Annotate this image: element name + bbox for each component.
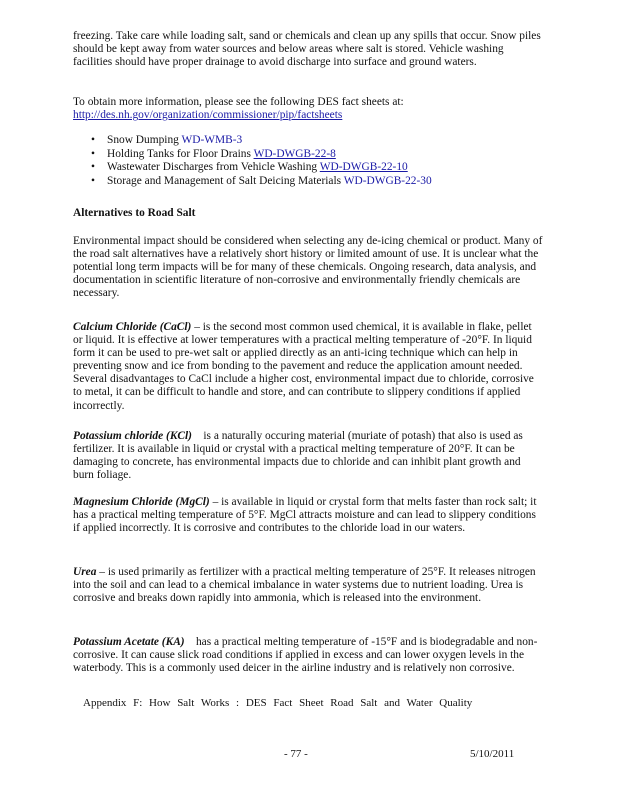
factsheet-title: Storage and Management of Salt Deicing Materials (107, 174, 342, 187)
chemical-description: has a practical melting temperature of -15°F and is biodegradable and non-corrosive. It can cause slick road conditions if applied in excess and can lower oxygen levels in the waterbody. This is a commonly used deicer in the airline industry and is relatively non corrosive. (73, 636, 538, 675)
section-intro-text: Environmental impact should be considered when selecting any de-icing chemical or product. Many of the road salt alternatives have a relatively short history or limited amount of use. It is unclear what the potential long term impacts will be for many of these chemicals. Ongoing research, data analysis, and documentation in scientific literature of non-corrosive and environmentally friendly chemicals are necessary. (73, 235, 543, 300)
chemical-description: – is the second most common used chemical, it is available in flake, pellet or liquid. It is effective at lower temperatures with a practical melting temperature of -20°F. In liquid form it can be used to pre-wet salt or applied directly as an anti-icing technique which can help in preventing snow and ice from bonding to the pavement and reduce the application amount needed. Several disadvantages to CaCl include a higher cost, environmental impact due to chloride, corrosive to metal, it can be difficult to handle and store, and can contribute to slippery conditions if applied incorrectly. (73, 321, 534, 412)
factsheet-code[interactable]: WD-DWGB-22-30 (343, 174, 432, 187)
factsheets-link[interactable]: http://des.nh.gov/organization/commissioner/pip/factsheets (73, 109, 343, 122)
factsheet-title: Holding Tanks for Floor Drains (107, 147, 251, 160)
factsheet-title: Wastewater Discharges from Vehicle Washing (107, 161, 318, 174)
intro-paragraph (73, 30, 543, 69)
chemical-urea (73, 566, 543, 605)
chemical-name: Urea (73, 566, 97, 578)
page-number: - 77 - (284, 748, 308, 760)
chemical-name: Calcium Chloride (CaCl) (73, 321, 192, 333)
chemical-calcium-chloride (73, 321, 543, 413)
chemical-description: – is used primarily as fertilizer with a practical melting temperature of 25°F. It releases nitrogen into the soil and can lead to a chemical imbalance in water systems due to nutrient loading. Urea is corrosive and breaks down rapidly into ammonia, which is released into the environment. (73, 566, 536, 605)
chemical-name: Magnesium Chloride (MgCl) (73, 496, 210, 508)
section-heading: Alternatives to Road Salt (73, 207, 196, 219)
chemical-potassium-acetate (73, 636, 543, 675)
chemical-name: Potassium chloride (KCl) (73, 430, 192, 442)
factsheet-item (91, 134, 551, 148)
chemical-magnesium-chloride (73, 496, 543, 535)
chemical-description: – is available in liquid or crystal form that melts faster than rock salt; it has a practical melting temperature of 5°F. MgCl attracts moisture and can lead to slippery conditions if applied incorrectly. It is corrosive and contributes to the chloride load in our waters. (73, 496, 537, 535)
chemical-description: is a naturally occuring material (muriate of potash) that also is used as fertilizer. It is available in liquid or crystal with a practical melting temperature of 20°F. It can be damaging to concrete, has environmental impacts due to chloride and can inhibit plant growth and burn foliage. (73, 430, 526, 482)
factsheet-list (91, 134, 551, 188)
factsheet-item (91, 148, 551, 162)
factsheet-item (91, 161, 551, 175)
section-intro (73, 235, 543, 300)
chemical-potassium-chloride (73, 430, 543, 482)
appendix-footer: Appendix F: How Salt Works : DES Fact Sheet Road Salt and Water Quality (83, 697, 473, 709)
factsheet-link[interactable]: WD-DWGB-22-10 (319, 161, 408, 174)
chemical-name: Potassium Acetate (KA) (73, 636, 185, 648)
factsheet-link[interactable]: WD-DWGB-22-8 (253, 147, 336, 160)
factsheet-item (91, 175, 551, 189)
factsheet-title: Snow Dumping (107, 134, 179, 146)
factsheet-code[interactable]: WD-WMB-3 (181, 134, 243, 146)
more-info-text: To obtain more information, please see the following DES fact sheets at: (73, 96, 404, 108)
more-info (73, 96, 543, 122)
footer-date: 5/10/2011 (470, 748, 515, 760)
intro-text: freezing. Take care while loading salt, sand or chemicals and clean up any spills that occur. Snow piles should be kept away from water sources and below areas where salt is stored. Vehicle washing facilities should have proper drainage to avoid discharge into surface and ground waters. (73, 30, 541, 69)
